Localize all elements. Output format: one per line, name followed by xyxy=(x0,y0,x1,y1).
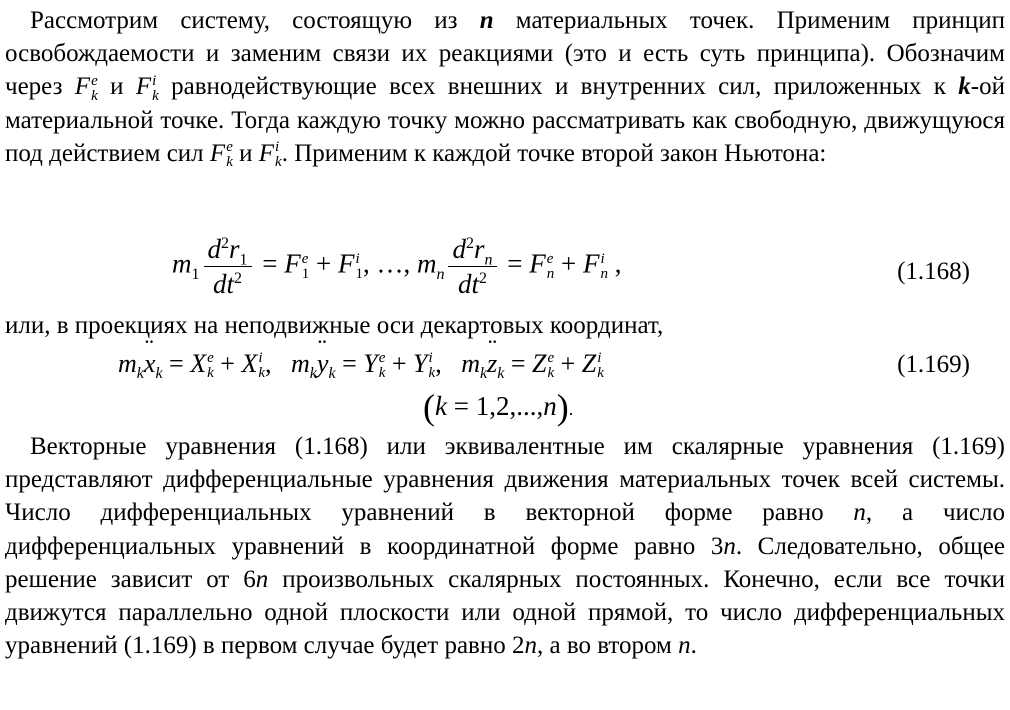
symbol-n: n xyxy=(524,632,537,660)
text-run: материальных точек. Применим принцип освобождаемости и заменим связи их реакциями (это и есть суть принципа). Обозначим через xyxy=(5,7,1005,101)
text-run: произвольных скалярных постоянных. Конечно, если все точки движутся параллельно одной плоскости или одной прямой, то число дифференциальных уравнений (1.169) в первом случае будет равно 2 xyxy=(5,565,1006,660)
symbol-k: k xyxy=(958,73,971,101)
equation-number-1169: (1.169) xyxy=(897,351,970,378)
symbol-n: n xyxy=(723,532,736,560)
equation-1168: $m_1$ $\frac{d^2r_1}{dt^2}$ = F e 1 + F i 1 , …, $m_n$ $\frac{d^2r_n}{dt^2}$ = F e n + F i n , xyxy=(172,234,622,299)
fraction: $\frac{d^2r_1}{dt^2}$ xyxy=(204,232,252,301)
paragraph-projections: или, в проекциях на неподвижные оси декартовых координат, xyxy=(5,312,664,339)
symbol-n: n xyxy=(853,499,866,527)
text-run: . Следовательно, общее решение зависит от 6 xyxy=(5,532,1005,593)
text-run: . xyxy=(690,632,697,660)
paragraph-intro xyxy=(5,4,1005,170)
symbol-F-k-i: F i k xyxy=(135,72,159,104)
symbol-F-k-e: F e k xyxy=(74,72,98,104)
text-run: Рассмотрим систему, состоящую из xyxy=(30,7,480,34)
fraction: $\frac{d^2r_n}{dt^2}$ xyxy=(448,232,496,301)
symbol-F-k-i: F i k xyxy=(258,139,282,171)
text-run: . Применим к каждой точке второй закон Ньютона: xyxy=(281,139,827,167)
symbol-F-k-e: F e k xyxy=(209,139,233,171)
equation-number-1168: (1.168) xyxy=(897,258,970,285)
text-run: равнодействующие всех внешних и внутренних сил, приложенных к xyxy=(158,73,959,101)
text-run: -ой материальной точке. Тогда каждую точку можно рассматривать как свободную, движущуюся под действием сил xyxy=(5,73,1005,167)
symbol-n: n xyxy=(678,632,691,660)
text-run: , а во втором xyxy=(536,632,679,660)
text-run: и xyxy=(232,139,259,167)
symbol-n: n xyxy=(255,565,269,593)
equation-1169: $m_k¨$ $x_k = X$ e k + X i k , $m_k¨$ $y_k = Y$ e k + Y i k , $m_k¨$ $z_k = Z$ e k + Z i k xyxy=(118,346,604,382)
text-run: Векторные уравнения (1.168) или эквивалентные им скалярные уравнения (1.169) представляют дифференциальные уравнения движения материальных точек всей системы. Число дифференциальных уравнений в векторной форме равно xyxy=(5,433,1005,527)
symbol-n: n xyxy=(479,7,494,34)
paragraph-conclusion xyxy=(5,430,1005,662)
text-run: , а число дифференциальных уравнений в координатной форме равно 3 xyxy=(5,499,1005,560)
equation-index-range: (k = 1,2,...,n). xyxy=(423,387,574,427)
text-run: и xyxy=(97,73,136,101)
